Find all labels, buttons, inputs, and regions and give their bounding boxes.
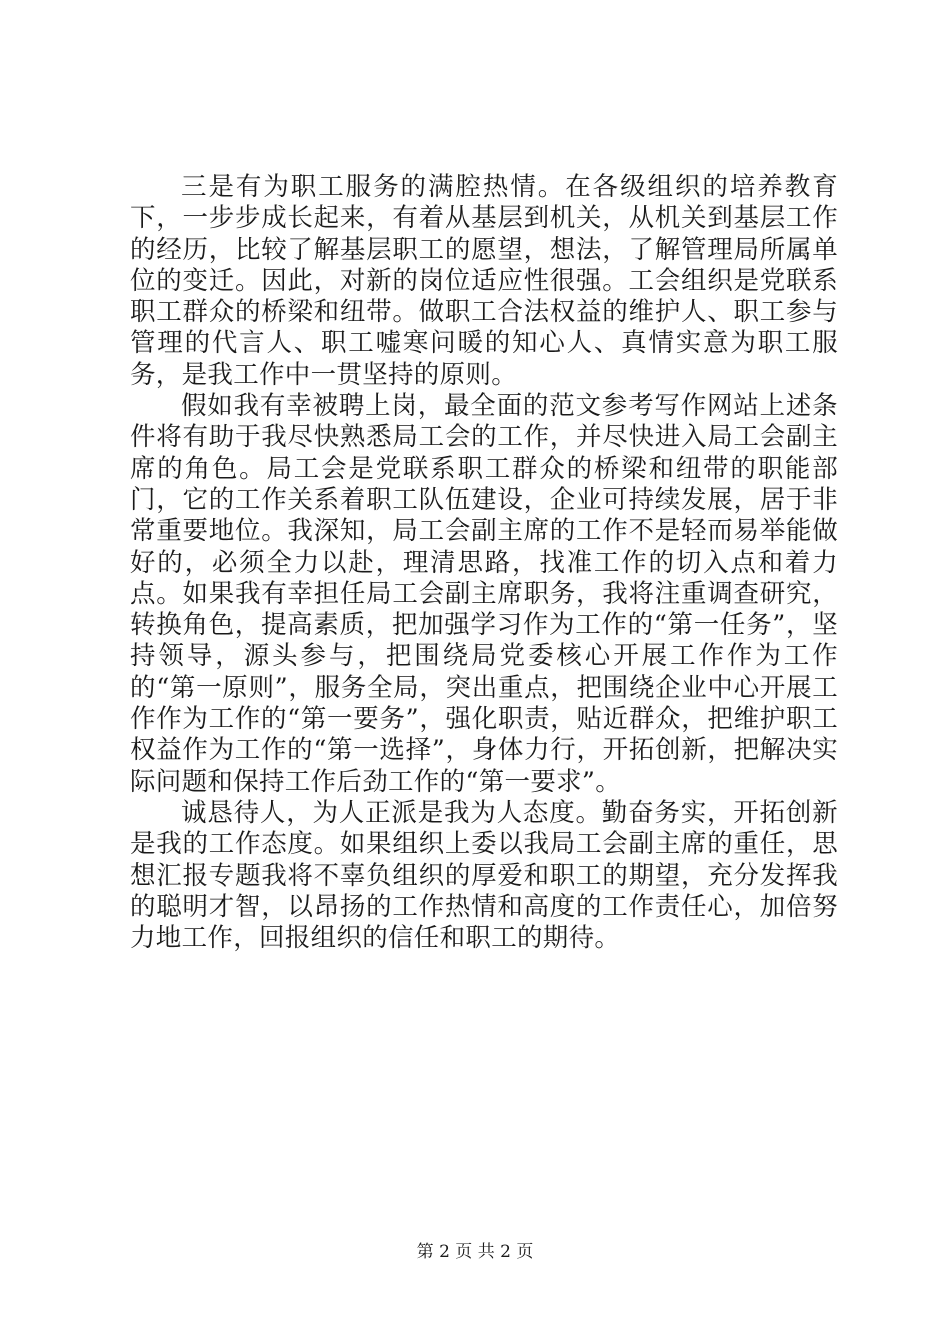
page-number-footer: 第 2 页 共 2 页: [416, 1242, 534, 1262]
document-body: [130, 172, 838, 954]
paragraph-3: 诚恳待人，为人正派是我为人态度。勤奋务实，开拓创新是我的工作态度。如果组织上委以我局工会副主席的重任，思想汇报专题我将不辜负组织的厚爱和职工的期望，充分发挥我的聪明才智，以昂扬的工作热情和高度的工作责任心，加倍努力地工作，回报组织的信任和职工的期待。: [130, 797, 838, 954]
paragraph-2: 假如我有幸被聘上岗，最全面的范文参考写作网站上述条件将有助于我尽快熟悉局工会的工作，并尽快进入局工会副主席的角色。局工会是党联系职工群众的桥梁和纽带的职能部门，它的工作关系着职工队伍建设，企业可持续发展，居于非常重要地位。我深知，局工会副主席的工作不是轻而易举能做好的，必须全力以赴，理清思路，找准工作的切入点和着力点。如果我有幸担任局工会副主席职务，我将注重调查研究，转换角色，提高素质，把加强学习作为工作的“第一任务”，坚持领导，源头参与，把围绕局党委核心开展工作作为工作的“第一原则”，服务全局，突出重点，把围绕企业中心开展工作作为工作的“第一要务”，强化职责，贴近群众，把维护职工权益作为工作的“第一选择”，身体力行，开拓创新，把解决实际问题和保持工作后劲工作的“第一要求”。: [130, 391, 838, 797]
paragraph-1: 三是有为职工服务的满腔热情。在各级组织的培养教育下，一步步成长起来，有着从基层到机关，从机关到基层工作的经历，比较了解基层职工的愿望，想法，了解管理局所属单位的变迁。因此，对新的岗位适应性很强。工会组织是党联系职工群众的桥梁和纽带。做职工合法权益的维护人、职工参与管理的代言人、职工嘘寒问暖的知心人、真情实意为职工服务，是我工作中一贯坚持的原则。: [130, 172, 838, 390]
